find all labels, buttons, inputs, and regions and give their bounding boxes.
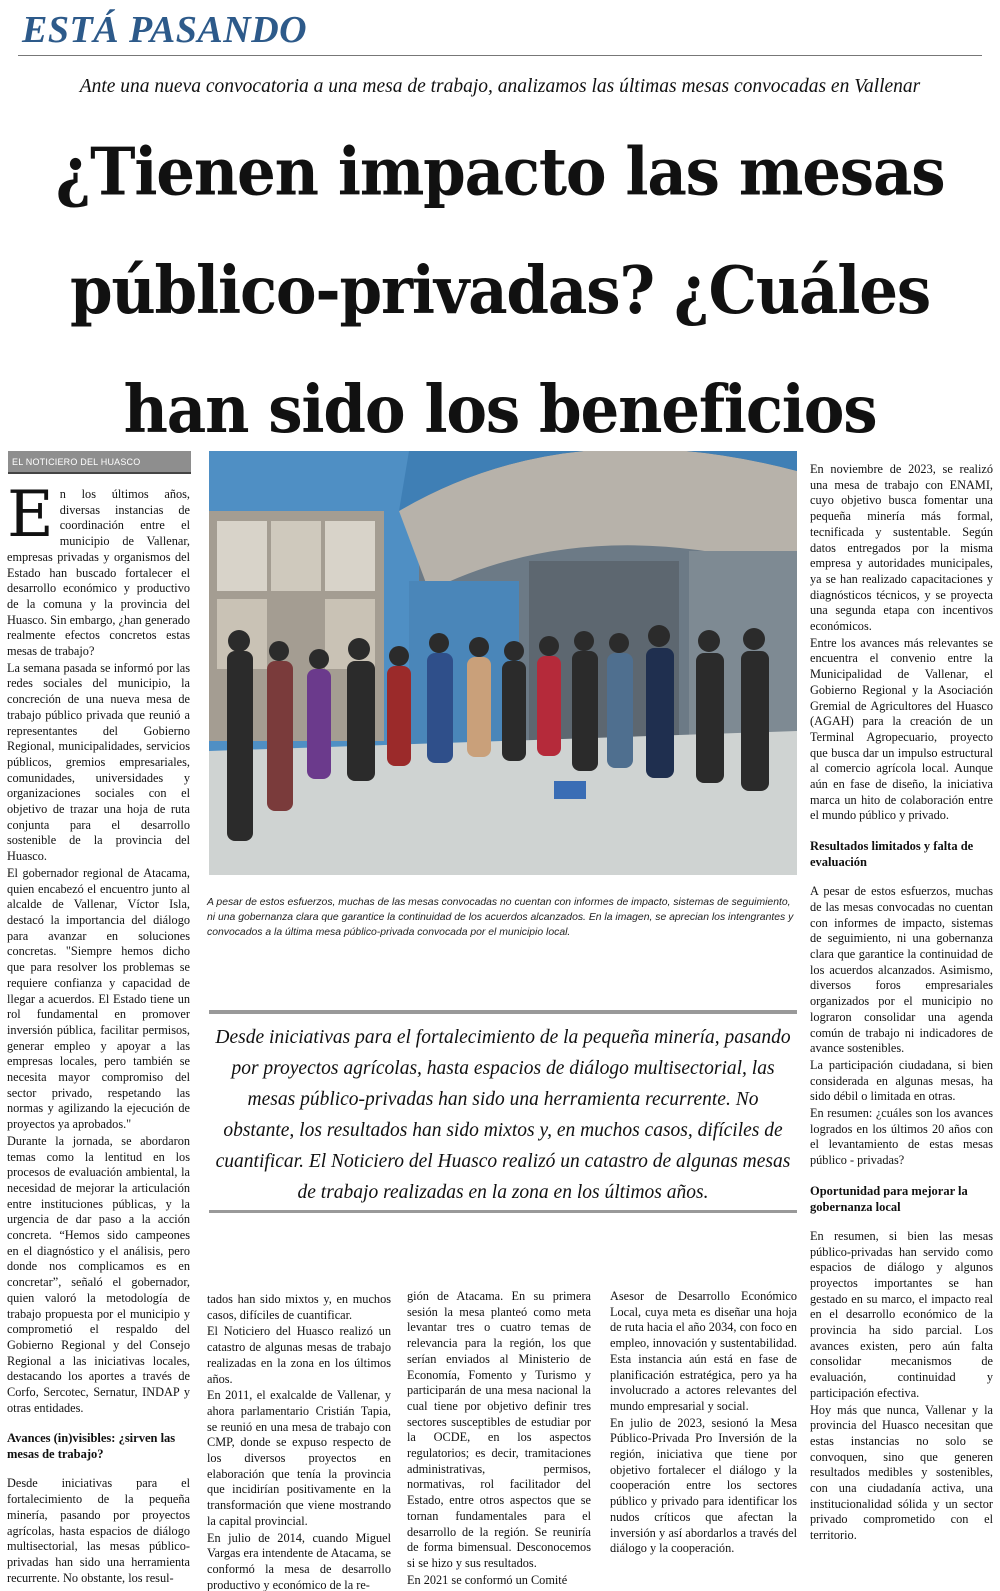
drop-cap: E bbox=[7, 478, 54, 552]
pullquote-bottom-rule bbox=[209, 1210, 797, 1213]
paragraph: gión de Atacama. En su primera sesión la mesa planteó como meta levantar tres o cuatro temas de relevancia para la región, los que serían enviados al Ministerio de Economía, Fomento y Turismo y participarán de una mesa nacional la cual tiene por objetivo definir tres sectores susceptibles de estudiar por la OCDE, en los aspectos regulatorios; es decir, tramitaciones administrativas, permisos, normativas, rol facilitador del Estado, entre otros aspectos que se tornan fundamentales para el desarrollo de la región. Se reuniría de forma bimensual. Desconocemos si se hizo y sus resultados. bbox=[407, 1289, 591, 1570]
section-title: ESTÁ PASANDO bbox=[22, 9, 308, 51]
paragraph: Desde iniciativas para el fortalecimiento de la pequeña minería, pasando por proyectos agrícolas, hasta espacios de diálogo multisectorial, las mesas público-privadas han sido una herramienta recurrente. No obstante, los resul- bbox=[7, 1476, 190, 1585]
paragraph: A pesar de estos esfuerzos, muchas de las mesas convocadas no cuentan con informes de impacto, sistemas de seguimiento, ni una gobernanza clara que garantice la continuidad de los acuerdos alcanzados. Asimismo, diversos foros empresariales organizados por el municipio no lograron consolidar una agenda común de trabajo ni indicadores de avance sostenibles. bbox=[810, 884, 993, 1056]
paragraph: El Noticiero del Huasco realizó un catastro de algunas mesas de trabajo realizadas en la zona en los últimos años. bbox=[207, 1324, 391, 1386]
paragraph: En julio de 2023, sesionó la Mesa Público-Privada Pro Inversión de la región, iniciativa que tiene por objetivo fortalecer el diálogo y la cooperación entre los sectores público y privado para identificar los nudos críticos que afectan la inversión y así abordarlos a través del diálogo y la cooperación. bbox=[610, 1415, 797, 1556]
paragraph: En resumen: ¿cuáles son los avances logrados en los últimos 20 años con el levantamiento de estas mesas público - privadas? bbox=[810, 1106, 993, 1168]
paragraph: tados han sido mixtos y, en muchos casos, difíciles de cuantificar. bbox=[207, 1292, 391, 1322]
paragraph-text: n los últimos años, diversas instancias de coordinación entre el municipio de Vallenar, empresas privadas y organismos del Estado han buscado fortalecer el desarrollo económico y productivo de la comuna y la provincia del Huasco. Sin embargo, ¿han generado realmente efectos concretos estas mesas de trabajo? bbox=[7, 487, 190, 659]
column-4 bbox=[610, 1289, 797, 1557]
subheading: Resultados limitados y falta de evaluación bbox=[810, 839, 974, 870]
paragraph: Hoy más que nunca, Vallenar y la provincia del Huasco necesitan que estas instancias no solo se convoquen, sino que generen resultados medibles y sostenibles, con una ciudadanía activa, una institucionalidad sólida y un sector privado comprometido con el territorio. bbox=[810, 1402, 993, 1543]
paragraph: Durante la jornada, se abordaron temas como la lentitud en los procesos de evaluación ambiental, la necesidad de mejorar la articulación entre instituciones públicas, y la urgencia de dar paso a la acción concreta. “Hemos sido campeones en el diagnóstico y el análisis, pero donde nos complicamos es en concretar”, señaló el gobernador, quien valoró la metodología de trabajo propuesta por el municipio y comprometió el respaldo del Gobierno Regional y del Consejo Regional a las iniciativas locales, destacando los aportes a través de Corfo, Sercotec, Sernatur, INDAP y otras entidades. bbox=[7, 1133, 190, 1415]
pullquote-top-rule bbox=[209, 1010, 797, 1014]
group-photo-illustration bbox=[209, 451, 797, 875]
paragraph: La semana pasada se informó por las redes sociales del municipio, la concreción de una nueva mesa de trabajo público privada que reunió a representantes del Gobierno Regional, municipalidades, servicios públicos, gremios empresariales, comunidades, universidades y organizaciones sociales con el objetivo de trazar una hoja de ruta conjunta para el desarrollo sostenible de la provincia del Huasco. bbox=[7, 660, 190, 864]
kicker: Ante una nueva convocatoria a una mesa de trabajo, analizamos las últimas mesas convocadas en Vallenar bbox=[79, 76, 921, 97]
paragraph: Entre los avances más relevantes se encuentra el convenio entre la Municipalidad de Vallenar, el Gobierno Regional y la Asociación Gremial de Agricultores del Huasco (AGAH) para la creación de un Terminal Agropecuario, proyecto que busca dar un impulso estructural al comercio agrícola local. Aunque aún en fase de diseño, la iniciativa marca un hito de colaboración entre el mundo público y privado. bbox=[810, 635, 993, 823]
paragraph: La participación ciudadana, si bien considerada en algunas mesas, ha sido débil o limitada en otras. bbox=[810, 1057, 993, 1104]
photo-caption: A pesar de estos esfuerzos, muchas de las mesas convocadas no cuentan con informes de impacto, sistemas de seguimiento, ni una gobernanza clara que garantice la continuidad de los acuerdos alcanzados. En la imagen, se aprecian los intengrantes y convocados a la última mesa público-privada convocada por el municipio local. bbox=[207, 897, 794, 938]
column-5 bbox=[810, 462, 993, 1544]
paragraph: El gobernador regional de Atacama, quien encabezó el encuentro junto al alcalde de Vallenar, Víctor Isla, destacó la importancia del diálogo para avanzar en soluciones concretas. "Siempre hemos dicho que para resolver los problemas se requiere confianza y capacidad de llegar a acuerdos. El Estado tiene un rol fundamental en promover inversión pública, facilitar permisos, generar empleo y apoyar a las empresas locales, pero también se necesita mayor compromiso del sector privado, respetando las normas y agilizando la ejecución de proyectos ya aprobados." bbox=[7, 865, 190, 1132]
paragraph: Asesor de Desarrollo Económico Local, cuya meta es diseñar una hoja de ruta hacia el año 2034, con foco en empleo, innovación y sustentabilidad. Esta instancia aún está en fase de planificación estratégica, pero ya ha involucrado a actores relevantes del mundo empresarial y social. bbox=[610, 1289, 797, 1413]
column-2 bbox=[207, 1292, 391, 1591]
source-bar bbox=[8, 451, 191, 474]
paragraph: En noviembre de 2023, se realizó una mesa de trabajo con ENAMI, cuyo objetivo busca fomentar una pequeña minería más formal, tecnificada y sustentable. Según datos entregados por la misma empresa y autoridades municipales, ya se han realizado capacitaciones y diagnósticos técnicos, y se proyecta una segunda etapa con incentivos económicos. bbox=[810, 462, 993, 634]
column-1 bbox=[7, 478, 190, 1586]
group-photo bbox=[209, 451, 797, 875]
subheading: Avances (in)visibles: ¿sirven las mesas de trabajo? bbox=[7, 1431, 176, 1462]
paragraph: En 2011, el exalcalde de Vallenar, y ahora parlamentario Cristián Tapia, se reunió en una mesa de trabajo con CMP, donde se expuso respecto de los diversos proyectos en elaboración que tenía la provincia que incidirían positivamente en la transformación que viene mostrando la capital provincial. bbox=[207, 1388, 391, 1528]
paragraph: En julio de 2014, cuando Miguel Vargas era intendente de Atacama, se conformó la mesa de desarrollo productivo y económico de la re- bbox=[207, 1530, 391, 1591]
source-label: EL NOTICIERO DEL HUASCO bbox=[12, 457, 141, 467]
paragraph: En 2021 se conformó un Comité bbox=[407, 1572, 568, 1587]
column-3 bbox=[407, 1289, 591, 1588]
subheading: Oportunidad para mejorar la gobernanza local bbox=[810, 1183, 968, 1214]
paragraph: En resumen, si bien las mesas público-privadas han servido como espacios de diálogo y algunos proyectos importantes se han gestado en su marco, el impacto real en el desarrollo económico de la provincia ha sido parcial. Los avances existen, pero aún falta consolidar mecanismos de evaluación, continuidad y participación efectiva. bbox=[810, 1228, 993, 1400]
section-rule bbox=[18, 55, 982, 56]
pullquote: Desde iniciativas para el fortalecimiento de la pequeña minería, pasando por proyectos agrícolas, hasta espacios de diálogo multisectorial, las mesas público-privadas han sido una herramienta recurrente. No obstante, los resultados han sido mixtos y, en muchos casos, difíciles de cuantificar. El Noticiero del Huasco realizó un catastro de algunas mesas de trabajo realizadas en la zona en los últimos años. bbox=[215, 1027, 791, 1203]
headline: ¿Tienen impacto las mesas público-privadas? ¿Cuáles han sido los beneficios bbox=[55, 134, 945, 448]
paragraph bbox=[7, 478, 190, 660]
